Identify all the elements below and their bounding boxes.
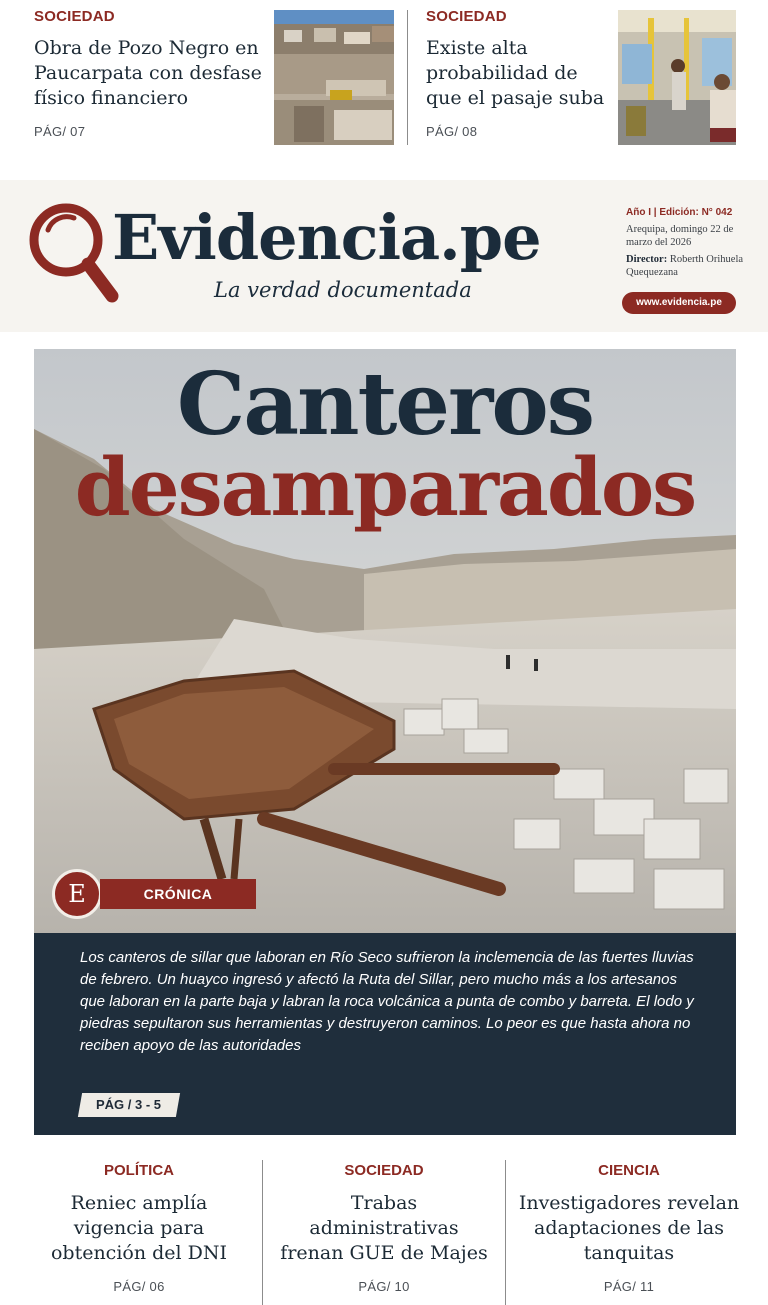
teaser-headline[interactable]: Existe alta probabilidad de que el pasaje suba: [426, 37, 605, 109]
teaser-page: PÁG/ 08: [426, 124, 478, 139]
teaser-page: PÁG/ 06: [113, 1279, 165, 1294]
lead-page-label: PÁG / 3 - 5: [96, 1097, 162, 1112]
teaser-page: PÁG/ 07: [34, 124, 86, 139]
lead-text: Los canteros de sillar que laboran en Río Seco sufrieron la inclemencia de las fuertes lluvias de febrero. Un huayco ingresó y afectó la Ruta del Sillar, pero mucho más a los artesanos que laboran en la parte baja y labran la roca volcánica a punta de combo y barreta. El lodo y piedras sepultaron sus herramientas y destruyeron caminos. Lo peor es que hasta ahora no reciben apoyo de las autoridades: [80, 949, 694, 1054]
director-label: Director:: [626, 254, 668, 265]
teaser-kicker: SOCIEDAD: [344, 1162, 424, 1179]
hero-title-line2[interactable]: desamparados: [74, 440, 696, 534]
lead-page-ref[interactable]: [78, 1093, 180, 1117]
masthead: [0, 180, 768, 332]
teaser-headline[interactable]: Trabas administrativas frenan GUE de Majes: [280, 1192, 488, 1264]
teaser-photo-construction: [274, 10, 394, 145]
teaser-pozo-negro[interactable]: [34, 0, 404, 160]
teaser-kicker: SOCIEDAD: [426, 8, 507, 25]
section-badge-letter: E: [68, 880, 86, 908]
teaser-headline[interactable]: Investigadores revelan adaptaciones de las tanquitas: [518, 1192, 740, 1264]
top-divider: [407, 10, 408, 145]
director: [626, 253, 756, 279]
teaser-kicker: SOCIEDAD: [34, 8, 115, 25]
teaser-headline[interactable]: Reniec amplía vigencia para obtención del DNI: [50, 1192, 228, 1264]
teaser-photo-bus: [618, 10, 736, 145]
issue-date: Arequipa, domingo 22 de marzo del 2026: [626, 224, 734, 248]
website-link[interactable]: www.evidencia.pe: [622, 292, 736, 314]
teaser-page: PÁG/ 10: [358, 1279, 410, 1294]
hero-photo: [34, 349, 736, 933]
top-teasers: [0, 0, 768, 160]
teaser-kicker: POLÍTICA: [104, 1162, 174, 1179]
brand-logo[interactable]: Evidencia.pe: [112, 201, 541, 274]
issue-number: Año I | Edición: N° 042: [626, 207, 733, 218]
director-name: Roberth Orihuela Quequezana: [626, 254, 744, 278]
section-badge-icon: [52, 869, 102, 919]
magnifying-glass-icon: [26, 200, 126, 310]
teaser-page: PÁG/ 11: [603, 1279, 655, 1294]
issue-info: [626, 206, 756, 279]
section-label[interactable]: CRÓNICA: [100, 879, 256, 909]
teaser-pasaje[interactable]: [426, 0, 738, 160]
tagline: La verdad documentada: [214, 278, 472, 302]
bottom-teasers: [0, 1150, 768, 1305]
teaser-tanquitas[interactable]: [506, 1150, 752, 1305]
teaser-kicker: CIENCIA: [598, 1162, 660, 1179]
teaser-gue-majes[interactable]: [261, 1150, 507, 1305]
lead-box: [34, 933, 736, 1135]
teaser-reniec[interactable]: [16, 1150, 262, 1305]
hero-title-line1[interactable]: Canteros: [176, 354, 594, 455]
teaser-headline[interactable]: Obra de Pozo Negro en Paucarpata con desfase físico financiero: [34, 37, 262, 109]
